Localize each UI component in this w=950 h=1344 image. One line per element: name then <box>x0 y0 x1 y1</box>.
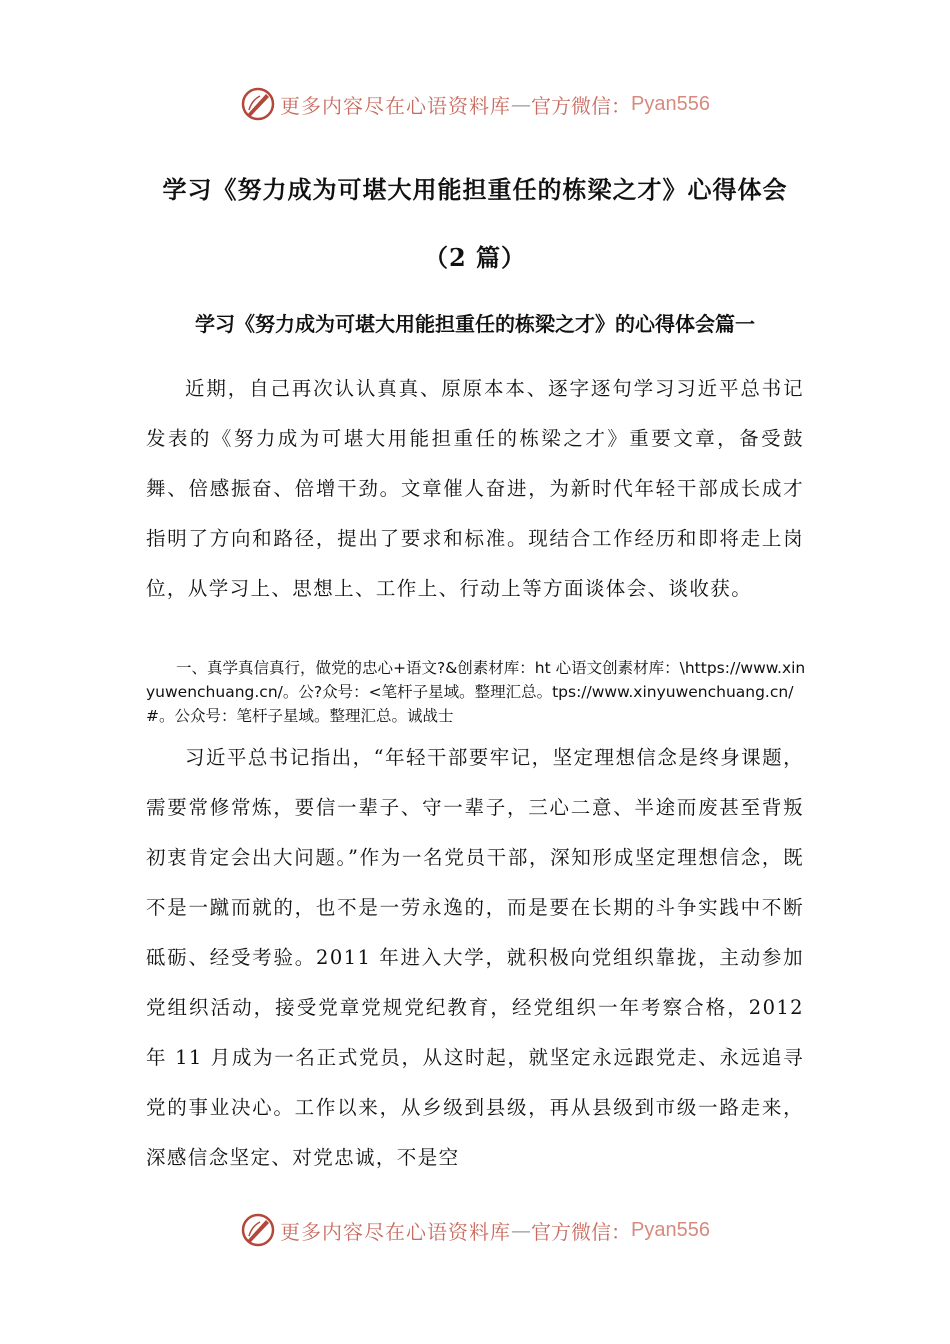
body-paragraph-3: 习近平总书记指出，“年轻干部要牢记，坚定理想信念是终身课题，需要常修常炼，要信一辈子、守一辈子，三心二意、半途而废甚至背叛初衷肯定会出大问题。”作为一名党员干部，深知形成坚定理想信念，既不是一蹴而就的，也不是一劳永逸的，而是要在长期的斗争实践中不断砥砺、经受考验。2011 年进入大学，就积极向党组织靠拢，主动参加党组织活动，接受党章党规党纪教育，经党组织一年考察合格，2012 年 11 月成为一名正式党员，从这时起，就坚定永远跟党走、永远追寻党的事业决心。工作以来，从乡级到县级，再从县级到市级一路走来，深感信念坚定、对党忠诚，不是空 <box>146 746 804 1169</box>
header-banner <box>0 84 950 124</box>
banner-separator: — <box>511 92 532 116</box>
footer-banner <box>0 1210 950 1250</box>
pen-logo-icon <box>240 86 276 122</box>
section-title: 学习《努力成为可堪大用能担重任的栋梁之才》的心得体会篇一 <box>195 312 755 336</box>
pen-logo-icon <box>240 1212 276 1248</box>
banner-wechat-id: Pyan556 <box>631 1218 710 1241</box>
body-paragraph-2: 一、真学真信真行，做党的忠心+语文?&创素材库：ht 心语文创素材库：\https://www.xinyuwenchuang.cn/。公?众号：<笔杆子星域。整理汇总。tps://www.xinyuwenchuang.cn/#。公众号：笔杆子星域。整理汇总。诚战士 <box>146 659 806 725</box>
document-title-count: （2 篇） <box>423 243 527 272</box>
body-paragraph-1: 近期，自己再次认认真真、原原本本、逐字逐句学习习近平总书记发表的《努力成为可堪大用能担重任的栋梁之才》重要文章，备受鼓舞、倍感振奋、倍增干劲。文章催人奋进，为新时代年轻干部成长成才指明了方向和路径，提出了要求和标准。现结合工作经历和即将走上岗位，从学习上、思想上、工作上、行动上等方面谈体会、谈收获。 <box>146 377 804 600</box>
banner-text: 更多内容尽在心语资料库 <box>280 1219 512 1244</box>
banner-text: 更多内容尽在心语资料库 <box>280 93 512 118</box>
banner-wechat-label: 官方微信： <box>531 93 632 118</box>
banner-wechat-id: Pyan556 <box>631 92 710 115</box>
banner-wechat-label: 官方微信： <box>531 1219 632 1244</box>
banner-separator: — <box>511 1218 532 1242</box>
document-title: 学习《努力成为可堪大用能担重任的栋梁之才》心得体会 <box>162 175 788 204</box>
